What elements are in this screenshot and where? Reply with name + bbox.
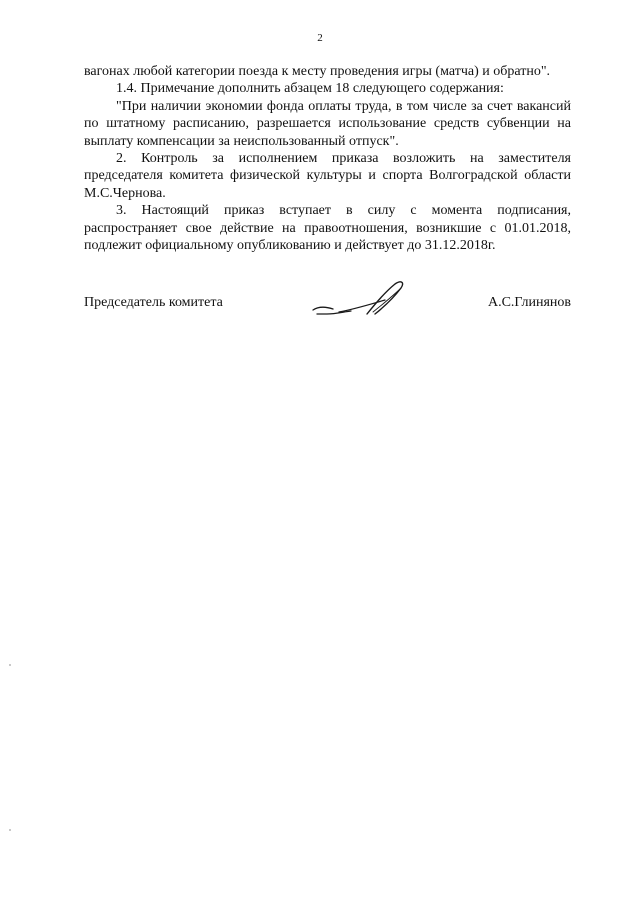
scan-artifact bbox=[9, 829, 11, 831]
signatory-name: А.С.Глинянов bbox=[487, 295, 571, 310]
page-number: 2 bbox=[317, 32, 323, 44]
paragraph-item-2: 2. Контроль за исполнением приказа возложить на заместителя председателя комитета физической культуры и спорта Волгоградской области М.С.Чернова. bbox=[84, 151, 571, 201]
paragraph-item-1-4: 1.4. Примечание дополнить абзацем 18 следующего содержания: bbox=[116, 81, 504, 97]
paragraph-quote: "При наличии экономии фонда оплаты труда, в том числе за счет вакансий по штатному расписанию, разрешается использование средств субвенции на выплату компенсации за неиспользованный отпуск". bbox=[84, 98, 571, 149]
paragraph-item-3: 3. Настоящий приказ вступает в силу с момента подписания, распространяет свое действие на правоотношения, возникшие с 01.01.2018, подлежит официальному опубликованию и действует до 31.12.2018г. bbox=[84, 203, 571, 254]
handwritten-signature bbox=[309, 276, 419, 324]
document-body bbox=[84, 63, 571, 254]
signatory-position: Председатель комитета bbox=[84, 295, 223, 310]
paragraph-continuation: вагонах любой категории поезда к месту проведения игры (матча) и обратно". bbox=[84, 64, 551, 79]
scan-artifact bbox=[9, 664, 11, 666]
signature-block bbox=[84, 288, 571, 328]
